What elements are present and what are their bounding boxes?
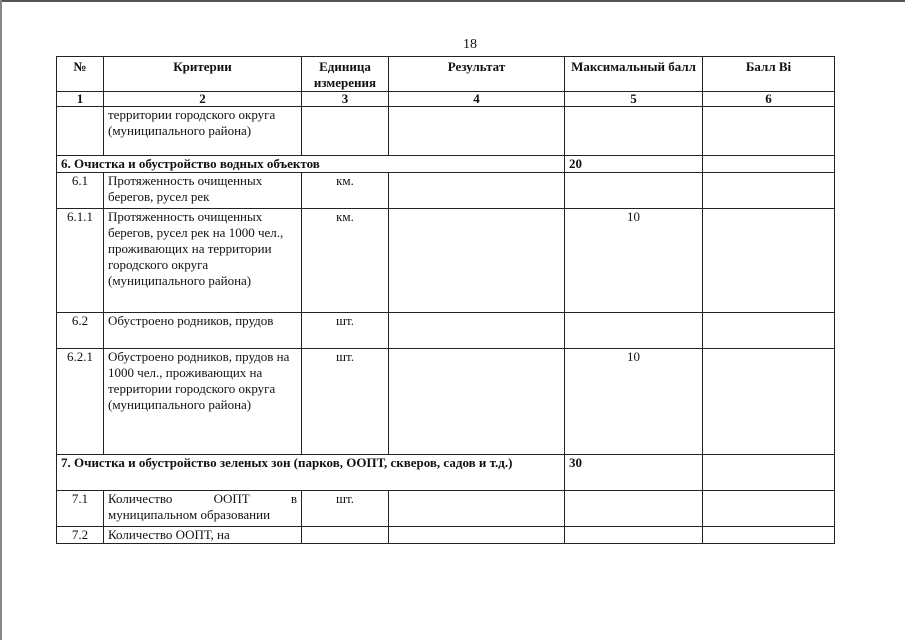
score-cell	[703, 527, 835, 544]
row-number: 6.2.1	[57, 349, 104, 455]
result-cell	[389, 349, 565, 455]
criteria-text: Количество ООПТ в муниципальном образовании	[104, 491, 302, 527]
unit-cell	[302, 527, 389, 544]
score-cell	[703, 173, 835, 209]
table-row	[57, 491, 835, 527]
result-cell	[389, 209, 565, 313]
header-cell: Критерии	[104, 57, 302, 92]
row-number: 7.2	[57, 527, 104, 544]
section-title: 6. Очистка и обустройство водных объектов	[57, 156, 565, 173]
table-row	[57, 173, 835, 209]
column-number: 1	[57, 92, 104, 107]
result-cell	[389, 491, 565, 527]
scan-edge-left	[0, 0, 2, 640]
section-max-score: 30	[565, 455, 703, 491]
column-number-row	[57, 92, 835, 107]
result-cell	[389, 313, 565, 349]
criteria-text: территории городского округа (муниципального района)	[104, 107, 302, 156]
scan-edge-top	[0, 0, 905, 2]
score-cell	[703, 107, 835, 156]
unit-cell: шт.	[302, 491, 389, 527]
unit-cell	[302, 107, 389, 156]
score-cell	[703, 209, 835, 313]
column-number: 4	[389, 92, 565, 107]
table-row	[57, 107, 835, 156]
max-score-cell: 10	[565, 349, 703, 455]
header-row	[57, 57, 835, 92]
section-row	[57, 156, 835, 173]
row-number: 6.2	[57, 313, 104, 349]
header-cell: Единица измерения	[302, 57, 389, 92]
unit-cell: км.	[302, 173, 389, 209]
score-cell	[703, 455, 835, 491]
header-cell: Максимальный балл	[565, 57, 703, 92]
table-row	[57, 313, 835, 349]
criteria-text: Обустроено родников, прудов на 1000 чел., проживающих на территории городского округа (муниципального района)	[104, 349, 302, 455]
row-number: 6.1.1	[57, 209, 104, 313]
score-cell	[703, 313, 835, 349]
max-score-cell	[565, 527, 703, 544]
table-row	[57, 349, 835, 455]
score-cell	[703, 156, 835, 173]
unit-cell: шт.	[302, 349, 389, 455]
criteria-text: Количество ООПТ, на	[104, 527, 302, 544]
section-max-score: 20	[565, 156, 703, 173]
max-score-cell	[565, 107, 703, 156]
row-number: 6.1	[57, 173, 104, 209]
unit-cell: шт.	[302, 313, 389, 349]
score-cell	[703, 349, 835, 455]
section-title: 7. Очистка и обустройство зеленых зон (парков, ООПТ, скверов, садов и т.д.)	[57, 455, 565, 491]
score-cell	[703, 491, 835, 527]
criteria-text: Протяженность очищенных берегов, русел рек	[104, 173, 302, 209]
max-score-cell: 10	[565, 209, 703, 313]
result-cell	[389, 107, 565, 156]
criteria-table	[56, 56, 835, 544]
column-number: 2	[104, 92, 302, 107]
table-row	[57, 527, 835, 544]
max-score-cell	[565, 173, 703, 209]
column-number: 3	[302, 92, 389, 107]
max-score-cell	[565, 313, 703, 349]
max-score-cell	[565, 491, 703, 527]
result-cell	[389, 173, 565, 209]
section-row	[57, 455, 835, 491]
criteria-text: Обустроено родников, прудов	[104, 313, 302, 349]
unit-cell: км.	[302, 209, 389, 313]
header-cell: №	[57, 57, 104, 92]
criteria-text: Протяженность очищенных берегов, русел рек на 1000 чел., проживающих на территории городского округа (муниципального района)	[104, 209, 302, 313]
column-number: 5	[565, 92, 703, 107]
header-cell: Балл Bi	[703, 57, 835, 92]
page-number: 18	[463, 37, 477, 52]
column-number: 6	[703, 92, 835, 107]
header-cell: Результат	[389, 57, 565, 92]
result-cell	[389, 527, 565, 544]
row-number: 7.1	[57, 491, 104, 527]
table-row	[57, 209, 835, 313]
row-number	[57, 107, 104, 156]
